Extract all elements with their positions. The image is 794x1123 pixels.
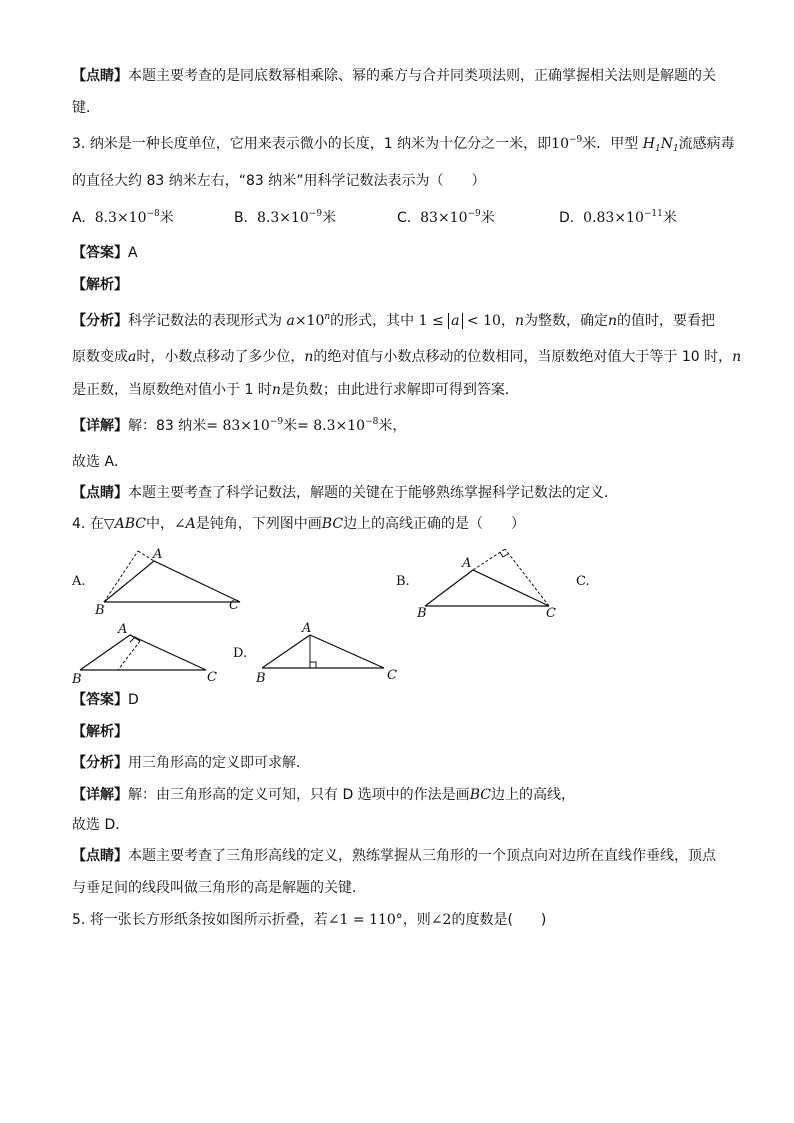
xiangjie-label: 【详解】 xyxy=(72,787,128,803)
q3-option-d[interactable]: D. $0.83\times 10^{-11}$米 xyxy=(559,209,677,226)
q3-option-c[interactable]: C. $83\times 10^{-9}$米 xyxy=(397,209,495,226)
q3-fenxi-line3: 是正数，当原数绝对值小于 1 时n是负数；由此进行求解即可得到答案． xyxy=(72,382,519,398)
answer-value: D xyxy=(128,692,139,708)
q3-answer xyxy=(72,243,138,263)
q3-fenxi-line1: 【分析】科学记数法的表现形式为 $a\times 10^n$的形式，其中 1 ≤ a < 10，n为整数，确定n的值时，要看把 xyxy=(72,312,716,329)
vertex-c: C xyxy=(229,598,239,613)
q3-analysis-heading xyxy=(72,275,128,295)
dianjing-label: 【点睛】 xyxy=(72,68,128,84)
q3-option-b[interactable]: B. $8.3\times 10^{-9}$米 xyxy=(234,209,337,226)
q4-analysis-heading xyxy=(72,722,128,742)
q3-conclusion: 故选 A． xyxy=(72,454,129,470)
dianjing-label: 【点睛】 xyxy=(72,848,128,864)
q3-power: $10^{-9}$ xyxy=(551,135,583,152)
q4-xiangjie: 【详解】解：由三角形高的定义可知，只有 D 选项中的作法是画BC边上的高线， xyxy=(72,787,575,803)
q4-answer xyxy=(72,690,139,710)
vertex-b: B xyxy=(72,672,82,687)
vertex-c: C xyxy=(387,668,397,683)
q4-option-a-label[interactable]: A. xyxy=(72,574,86,589)
dianjing-label: 【点睛】 xyxy=(72,485,128,501)
q2-dianjing-line2 xyxy=(72,98,100,118)
q3-stem-line1 xyxy=(72,134,735,154)
q3-stem-text-b: 米．甲型 xyxy=(582,136,639,152)
q3-dianjing: 【点睛】本题主要考查了科学记数法，解题的关键在于能够熟练掌握科学记数法的定义． xyxy=(72,485,618,501)
vertex-a: A xyxy=(302,621,312,636)
q5-stem: 5. 将一张长方形纸条按如图所示折叠，若∠1 = 110°，则∠2的度数是( ) xyxy=(72,912,547,928)
q4-figure-c xyxy=(70,620,230,690)
q3-stem-text-c: 流感病毒 xyxy=(678,136,735,152)
vertex-b: B xyxy=(417,606,427,621)
analysis-label: 【解析】 xyxy=(72,724,128,740)
question-number: 4. xyxy=(72,516,86,532)
xiangjie-label: 【详解】 xyxy=(72,418,128,434)
q2-dianjing-text-2: 键． xyxy=(72,100,100,116)
q4-conclusion: 故选 D． xyxy=(72,817,130,833)
q4-dianjing-line1: 【点睛】本题主要考查了三角形高线的定义，熟练掌握从三角形的一个顶点向对边所在直线作垂线，顶点 xyxy=(72,848,716,864)
vertex-b: B xyxy=(95,603,105,617)
question-number: 3. xyxy=(72,136,86,152)
fenxi-label: 【分析】 xyxy=(72,755,128,771)
q4-dianjing-line2: 与垂足间的线段叫做三角形的高是解题的关键． xyxy=(72,880,366,896)
vertex-a: A xyxy=(118,622,128,637)
vertex-a: A xyxy=(462,556,472,571)
vertex-a: A xyxy=(153,547,163,562)
q4-figure-d xyxy=(252,618,412,688)
question-number: 5. xyxy=(72,912,86,928)
answer-label: 【答案】 xyxy=(72,245,128,261)
q4-stem: 4. 在▽ABC中，∠A是钝角，下列图中画BC边上的高线正确的是（ ） xyxy=(72,516,526,532)
q4-option-d-label[interactable]: D. xyxy=(233,646,248,661)
q3-fenxi-line2: 原数变成a时，小数点移动了多少位，n的绝对值与小数点移动的位数相同，当原数绝对值大于等于 10 时，n xyxy=(72,349,742,365)
q3-stem-text-2: 的直径大约 83 纳米左右，“83 纳米”用科学记数法表示为（ ） xyxy=(72,173,486,189)
q4-figure-b xyxy=(410,543,565,623)
answer-label: 【答案】 xyxy=(72,692,128,708)
q4-figure-a xyxy=(90,545,260,617)
vertex-b: B xyxy=(256,671,266,686)
q3-option-a[interactable]: A. $8.3\times 10^{-8}$米 xyxy=(72,209,174,226)
answer-value: A xyxy=(128,245,138,261)
q4-option-c-label[interactable]: C. xyxy=(576,574,590,589)
vertex-c: C xyxy=(546,606,556,621)
q3-stem-text: 纳米是一种长度单位，它用来表示微小的长度，1 纳米为十亿分之一米，即 xyxy=(89,136,552,152)
analysis-label: 【解析】 xyxy=(72,277,128,293)
vertex-c: C xyxy=(207,670,217,685)
virus-name: $H_1N_1$ xyxy=(642,136,679,154)
fenxi-label: 【分析】 xyxy=(72,313,128,329)
q2-dianjing-text: 本题主要考查的是同底数幂相乘除、幂的乘方与合并同类项法则，正确掌握相关法则是解题的关 xyxy=(128,68,716,84)
q4-fenxi: 【分析】用三角形高的定义即可求解． xyxy=(72,755,310,771)
q2-dianjing-line1 xyxy=(72,66,716,86)
q3-stem-line2 xyxy=(72,171,485,191)
q3-options xyxy=(72,208,722,228)
q4-option-b-label[interactable]: B. xyxy=(396,574,410,589)
q3-xiangjie: 【详解】解：83 纳米= $83\times 10^{-9}$米= $8.3\times 10^{-8}$米， xyxy=(72,417,407,434)
